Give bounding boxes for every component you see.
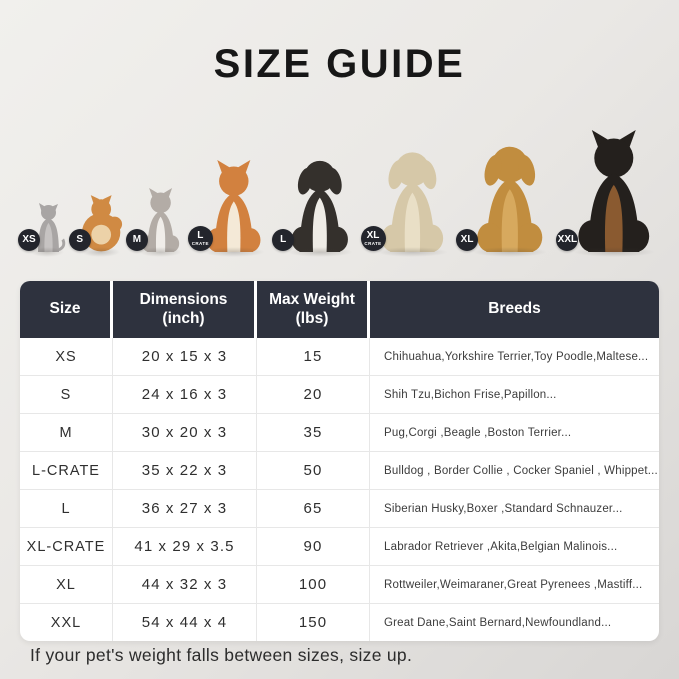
breeds-cell: Bulldog , Border Collie , Cocker Spaniel , Whippet...	[370, 451, 659, 489]
dimensions-cell: 20 x 15 x 3	[113, 338, 257, 375]
size-guide-table	[20, 281, 659, 641]
size-cell: L	[20, 489, 113, 527]
golden-retriever-silhouette-icon	[465, 140, 555, 252]
table-row-m	[20, 413, 659, 451]
ground-shadow	[376, 247, 447, 257]
size-cell: XL-CRATE	[20, 527, 113, 565]
size-cell: M	[20, 413, 113, 451]
ground-shadow	[472, 247, 547, 257]
header-subtext: (inch)	[162, 309, 205, 327]
doberman-silhouette-icon	[565, 130, 663, 252]
size-badge-l	[272, 229, 294, 251]
table-row-xxl	[20, 603, 659, 641]
breeds-cell: Pug,Corgi ,Beagle ,Boston Terrier...	[370, 413, 659, 451]
max-weight-cell: 100	[257, 565, 370, 603]
animal-golden-retriever-xl	[460, 140, 555, 252]
badge-label: L	[197, 229, 204, 241]
size-guide-table-card	[20, 281, 659, 641]
max-weight-cell: 35	[257, 413, 370, 451]
size-badge-l-crate	[188, 226, 213, 251]
badge-label: L	[280, 233, 287, 245]
badge-label: XXL	[557, 233, 578, 245]
size-cell: S	[20, 375, 113, 413]
badge-label: XL	[460, 233, 474, 245]
breeds-cell: Shih Tzu,Bichon Frise,Papillon...	[370, 375, 659, 413]
size-cell: L-CRATE	[20, 451, 113, 489]
dimensions-cell: 24 x 16 x 3	[113, 375, 257, 413]
size-badge-m	[126, 229, 148, 251]
ground-shadow	[573, 247, 655, 257]
table-row-l-crate	[20, 451, 659, 489]
badge-label: S	[76, 233, 84, 245]
table-row-xs	[20, 338, 659, 375]
column-header-breeds	[370, 281, 659, 338]
animal-french-bulldog-m	[132, 188, 186, 252]
dimensions-cell: 36 x 27 x 3	[113, 489, 257, 527]
column-header-max-weight	[257, 281, 370, 338]
max-weight-cell: 65	[257, 489, 370, 527]
size-badge-xl-crate	[361, 226, 386, 251]
dimensions-cell: 35 x 22 x 3	[113, 451, 257, 489]
column-header-size	[20, 281, 113, 338]
table-row-s	[20, 375, 659, 413]
header-text: Max Weight	[269, 291, 355, 309]
header-subtext: (lbs)	[295, 309, 329, 327]
breeds-cell: Chihuahua,Yorkshire Terrier,Toy Poodle,Maltese...	[384, 350, 649, 363]
max-weight-cell: 150	[257, 603, 370, 641]
page-title: SIZE GUIDE	[213, 42, 466, 86]
size-badge-s	[69, 229, 91, 251]
size-badge-xs	[18, 229, 40, 251]
breeds-cell: Labrador Retriever ,Akita,Belgian Malinois...	[370, 527, 659, 565]
table-header-row	[20, 281, 659, 338]
animal-shiba-inu-l-crate	[191, 160, 271, 252]
animal-cat-xs	[22, 202, 67, 252]
animal-doberman-xxl	[557, 130, 663, 252]
badge-sublabel: CRATE	[364, 240, 382, 246]
badge-label: XL	[366, 229, 380, 241]
animal-pomeranian-s	[78, 194, 124, 252]
badge-label: M	[132, 233, 142, 245]
table-row-l	[20, 489, 659, 527]
column-header-dimensions	[113, 281, 257, 338]
breeds-cell: Rottweiler,Weimaraner,Great Pyrenees ,Mastiff...	[370, 565, 659, 603]
ground-shadow	[287, 247, 352, 257]
max-weight-cell: 15	[257, 338, 370, 375]
size-badge-xl	[456, 229, 478, 251]
size-cell: XL	[20, 565, 113, 603]
dimensions-cell: 30 x 20 x 3	[113, 413, 257, 451]
animal-labrador-xl-crate	[364, 146, 455, 252]
header-text: Size	[49, 300, 81, 318]
header-text: Breeds	[488, 300, 541, 318]
header-text: Dimensions	[139, 291, 228, 309]
max-weight-cell: 90	[257, 527, 370, 565]
table-row-xl	[20, 565, 659, 603]
breeds-cell: Siberian Husky,Boxer ,Standard Schnauzer...	[370, 489, 659, 527]
ground-shadow	[139, 247, 182, 257]
dimensions-cell: 54 x 44 x 4	[113, 603, 257, 641]
max-weight-cell: 50	[257, 451, 370, 489]
max-weight-cell: 20	[257, 375, 370, 413]
animal-border-collie-l	[281, 155, 359, 252]
dimensions-cell: 41 x 29 x 3.5	[113, 527, 257, 565]
badge-label: XS	[22, 233, 36, 245]
sizing-advice-note: If your pet's weight falls between sizes, size up.	[30, 645, 413, 665]
size-cell: XXL	[20, 603, 113, 641]
size-cell: XS	[20, 338, 113, 375]
ground-shadow	[81, 247, 120, 257]
badge-sublabel: CRATE	[191, 240, 209, 246]
animal-size-lineup	[22, 120, 663, 252]
ground-shadow	[203, 247, 265, 257]
dimensions-cell: 44 x 32 x 3	[113, 565, 257, 603]
breeds-cell: Great Dane,Saint Bernard,Newfoundland...	[370, 603, 659, 641]
table-row-xl-crate	[20, 527, 659, 565]
